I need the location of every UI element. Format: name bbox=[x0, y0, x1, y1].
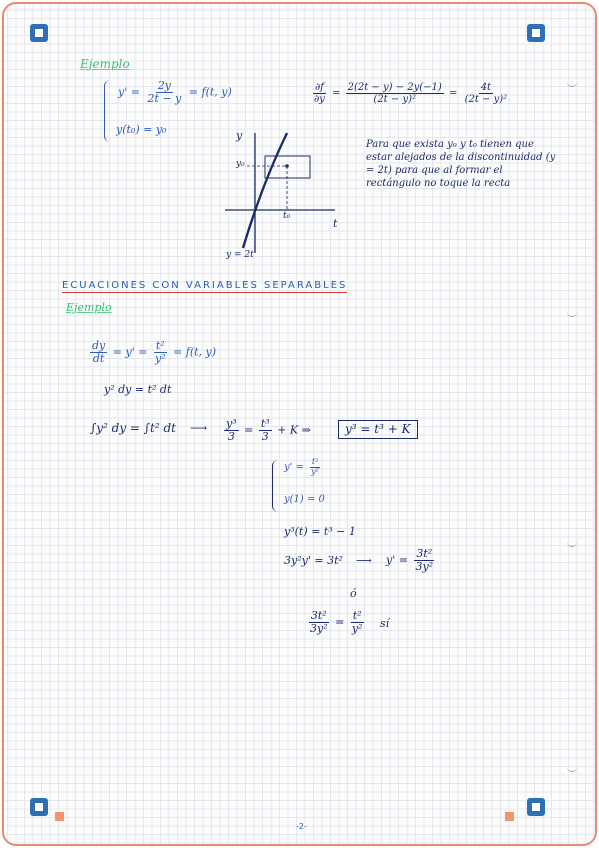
page-number: -2- bbox=[296, 822, 307, 831]
ivp-brace bbox=[272, 460, 278, 512]
discontinuity-note: Para que exista y₀ y t₀ tienen que estar alejados de la discontinuidad (y = 2t) para que al formar el rectángulo no toque la recta bbox=[366, 139, 556, 189]
corner-marker-bottom-right bbox=[527, 798, 545, 816]
graph-t0-label: t₀ bbox=[283, 211, 291, 221]
ivp-ode: y' = $\frac{\text{t²}}{\text{y²}}$ bbox=[284, 457, 319, 476]
corner-marker-bottom-left bbox=[30, 798, 48, 816]
corner-marker-top-right bbox=[527, 24, 545, 42]
corner-marker-top-left bbox=[30, 24, 48, 42]
separated-form: y² dy = t² dt bbox=[104, 383, 172, 396]
initial-condition: y(t₀) = y₀ bbox=[116, 123, 167, 136]
graph-y-axis-label: y bbox=[236, 129, 243, 142]
ivp-initial-condition: y(1) = 0 bbox=[284, 494, 325, 505]
system-brace bbox=[104, 80, 110, 142]
derivative-result: y' = $\frac{\text{3t²}}{\text{3y²}}$ bbox=[386, 547, 434, 574]
example-label-2: Ejemplo bbox=[66, 301, 112, 314]
separable-equation: $\frac{dy}{dt}$ = y' = $\frac{\text{t²}}{\text{y²}}$ = f(t, y) bbox=[92, 339, 217, 366]
implies-arrow: ⟶ bbox=[190, 421, 208, 435]
boxed-general-solution: y³ = t³ + K bbox=[338, 420, 418, 439]
example-label: Ejemplo bbox=[80, 57, 130, 71]
partial-derivative: $\frac{\partial f}{\partial y}$ = $\frac{2(2t - y) - 2y(-1)}{\text{(2t − y)²}}$ = $\frac{4t}{\text{(2t − y)²}}$ bbox=[314, 82, 508, 105]
particular-solution: y³(t) = t³ − 1 bbox=[284, 525, 356, 538]
derivative-line: 3y²y' = 3t² bbox=[284, 554, 343, 567]
verification: $\frac{\text{3t²}}{\text{3y²}}$ = $\frac{\text{t²}}{\text{y²}}$ bbox=[310, 609, 363, 636]
ode-equation: y' = $\frac{2y}{2t - y}$ = f(t, y) bbox=[118, 79, 232, 106]
or-label: ó bbox=[350, 587, 357, 600]
integral-form: ∫y² dy = ∫t² dt bbox=[90, 421, 177, 435]
graph-y0-label: y₀ bbox=[236, 159, 245, 169]
graph-sketch bbox=[215, 128, 345, 268]
peach-square-bottom-left bbox=[55, 812, 64, 821]
graph-t-axis-label: t bbox=[333, 217, 338, 230]
verification-yes: sí bbox=[380, 617, 390, 630]
integrated-result: $\frac{\text{y³}}{3}$ = $\frac{\text{t³}}{3}$ + K ⇒ bbox=[226, 417, 311, 444]
section-heading: ECUACIONES CON VARIABLES SEPARABLES bbox=[62, 280, 348, 291]
peach-square-bottom-right bbox=[505, 812, 514, 821]
derivative-arrow: ⟶ bbox=[356, 554, 372, 567]
graph-line-label: y = 2t bbox=[226, 250, 254, 260]
